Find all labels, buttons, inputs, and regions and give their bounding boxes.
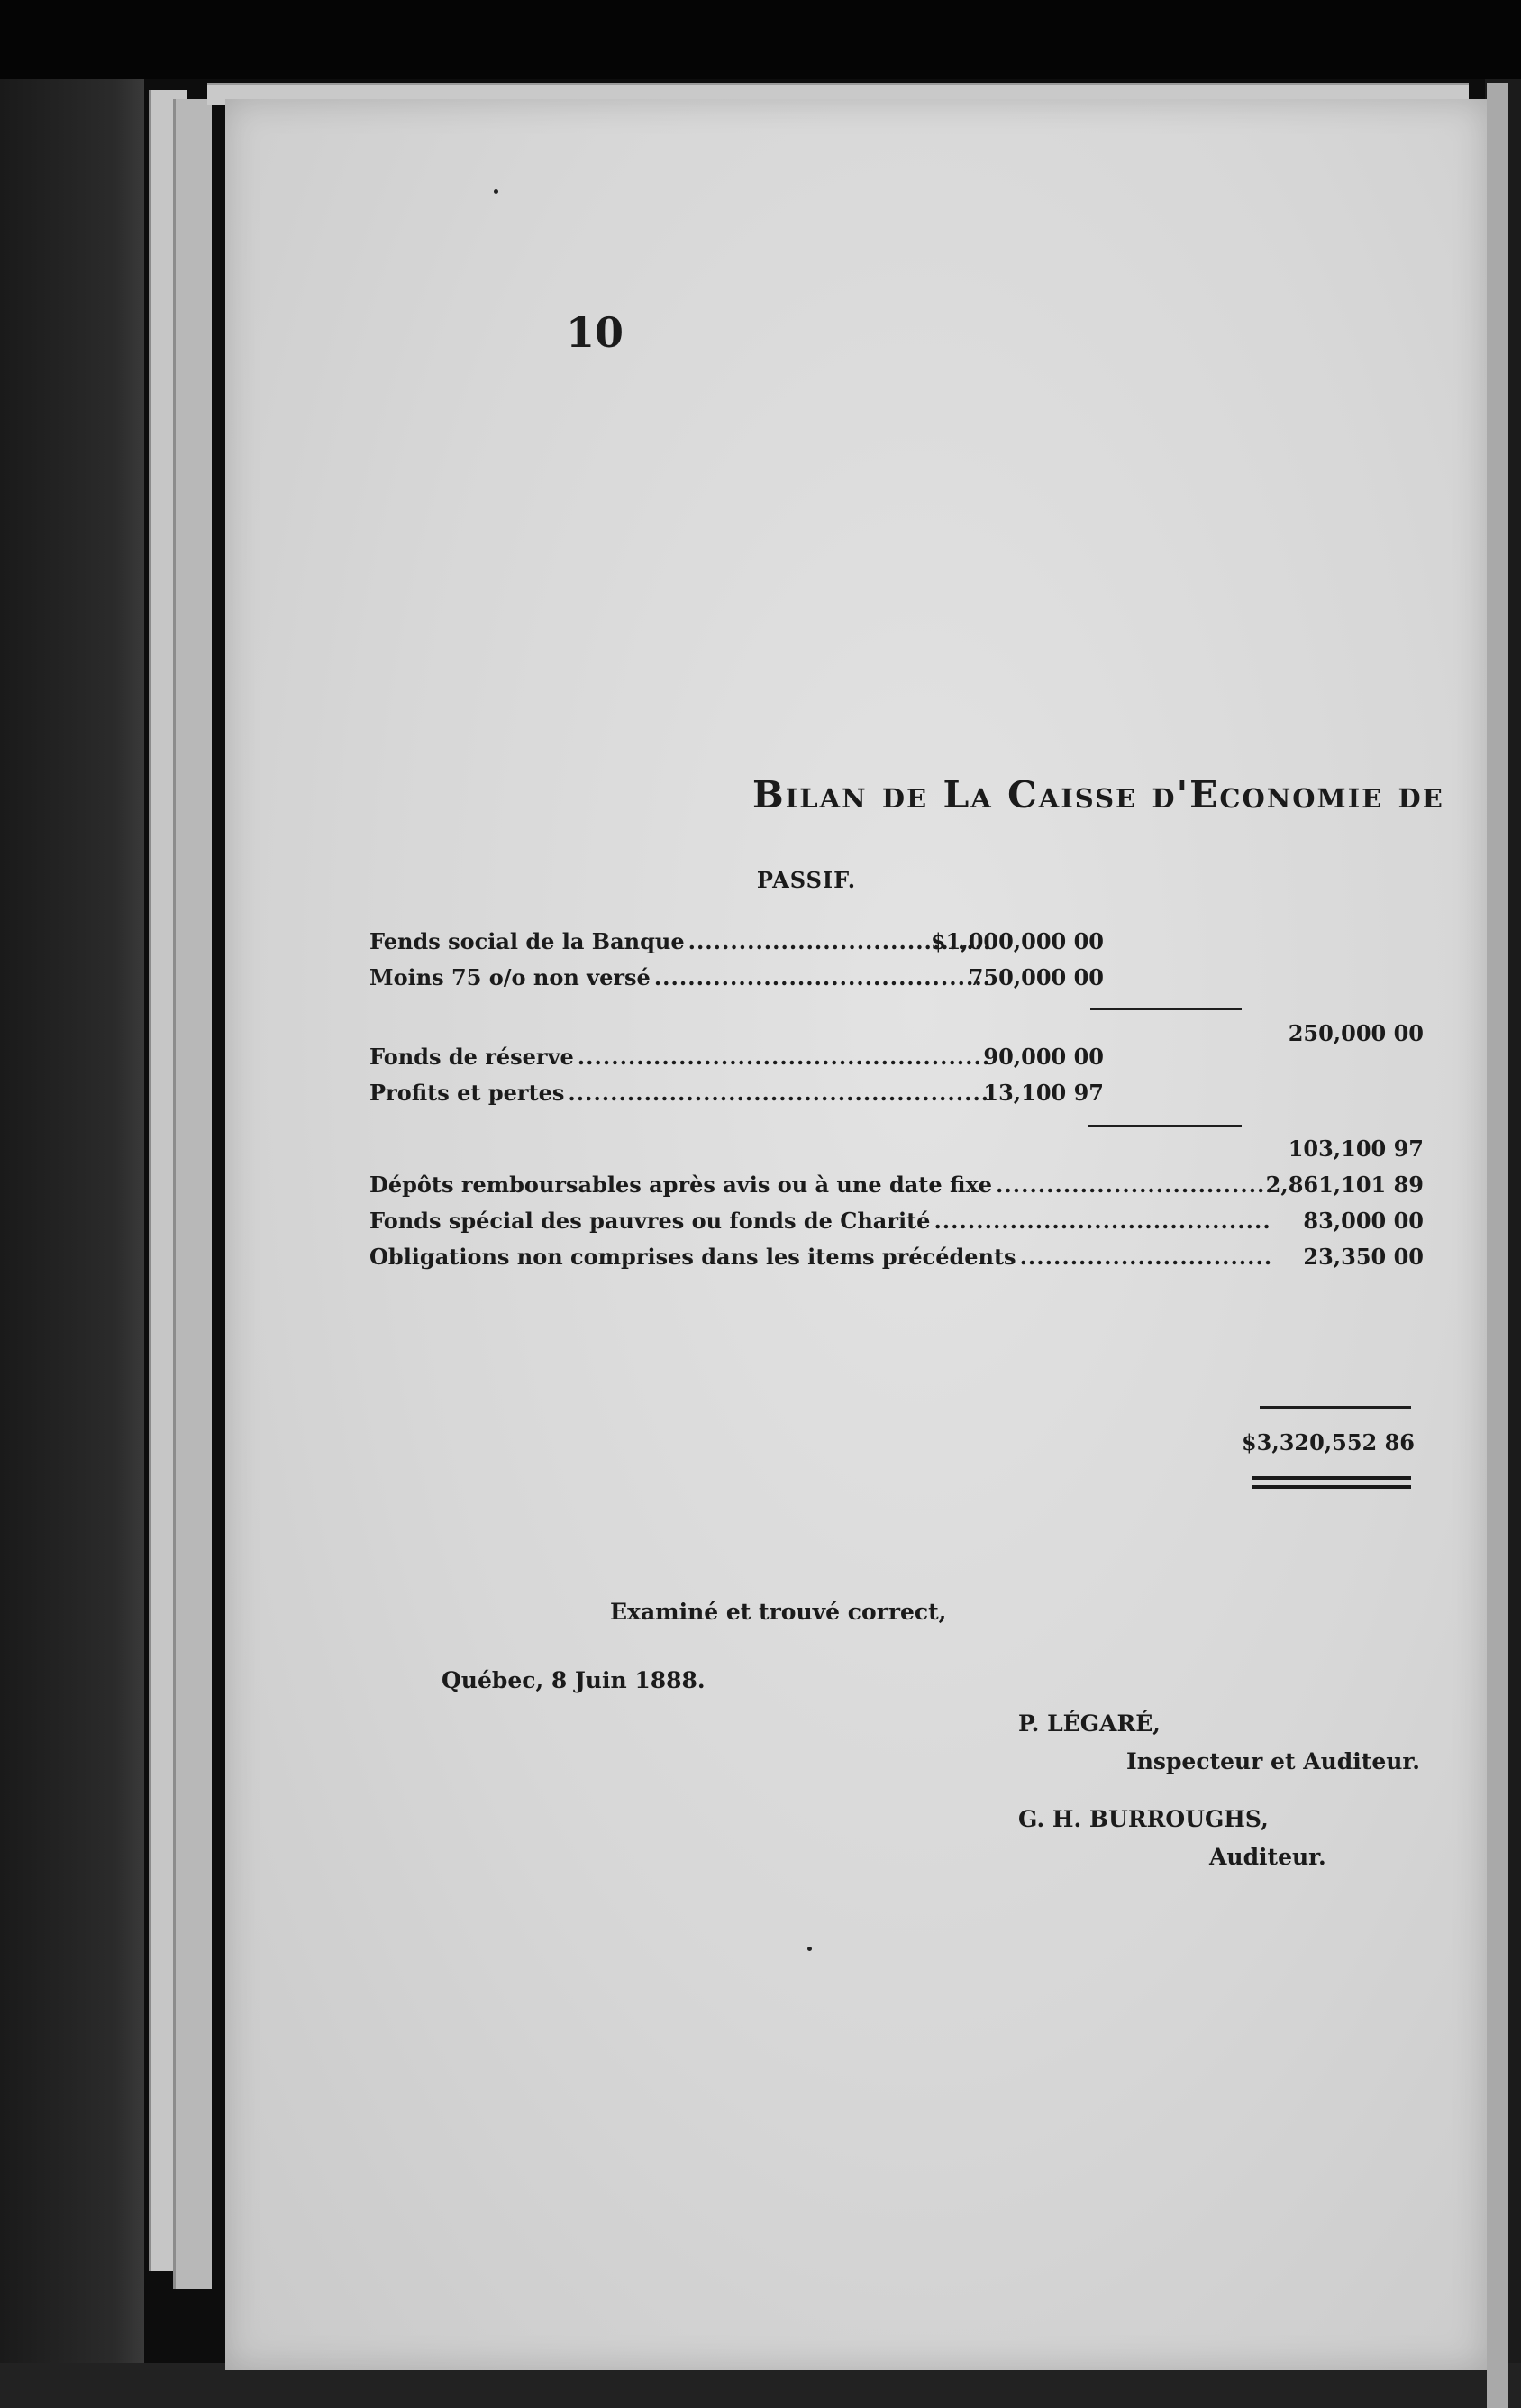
row-label: Obligations non comprises dans les items précédents ..... <box>369 1244 1271 1270</box>
ledger-row <box>369 1244 1424 1276</box>
examination-note: Examiné et trouvé correct, <box>610 1599 947 1625</box>
ledger-row <box>369 964 1424 997</box>
page-number: 10 <box>565 308 624 357</box>
row-label: Fends social de la Banque ..... <box>369 928 991 954</box>
ledger-row <box>369 1172 1424 1204</box>
row-label: Profits et pertes ..... <box>369 1080 991 1106</box>
row-label: Moins 75 o/o non versé ..... <box>369 964 991 990</box>
document-page <box>225 99 1487 2370</box>
title-word: Bilan <box>752 773 868 816</box>
grand-total-row <box>369 1429 1415 1462</box>
title-word: de <box>881 773 929 816</box>
row-total: 23,350 00 <box>1303 1244 1424 1270</box>
total-rule <box>1260 1406 1411 1409</box>
scan-top-border <box>0 0 1521 79</box>
signatory-name: G. H. BURROUGHS, <box>1018 1806 1269 1832</box>
scan-left-border <box>0 79 144 2408</box>
scan-speck <box>807 1947 812 1951</box>
subtotal-row <box>369 1136 1424 1168</box>
row-total: 83,000 00 <box>1303 1208 1424 1234</box>
double-rule-bottom <box>1252 1485 1411 1489</box>
row-label: Dépôts remboursables après avis ou à une date fixe ..... <box>369 1172 1271 1198</box>
signatory-name: P. LÉGARÉ, <box>1018 1710 1161 1737</box>
page-right-edge <box>1487 83 1508 2408</box>
ledger-row <box>369 1044 1424 1076</box>
row-amount: 13,100 97 <box>983 1080 1104 1106</box>
place-date: Québec, 8 Juin 1888. <box>442 1667 706 1693</box>
row-amount: 90,000 00 <box>983 1044 1104 1070</box>
subtotal-rule <box>1090 1008 1242 1010</box>
row-label: Fonds de réserve ..... <box>369 1044 991 1070</box>
row-amount: 750,000 00 <box>968 964 1104 990</box>
row-amount: $1,000,000 00 <box>930 928 1104 954</box>
signatory-role: Auditeur. <box>1209 1844 1326 1870</box>
page-stack-edge <box>173 99 212 2289</box>
scan-speck <box>494 189 498 194</box>
ledger-row <box>369 1208 1424 1240</box>
title-word: d'Economie <box>1152 773 1384 816</box>
document-title <box>752 773 1444 816</box>
subtotal-rule <box>1088 1125 1242 1127</box>
title-word: de <box>1398 773 1444 816</box>
title-word: Caisse <box>1007 773 1138 816</box>
double-rule-top <box>1252 1476 1411 1480</box>
section-heading: PASSIF. <box>756 867 857 893</box>
row-total: 2,861,101 89 <box>1265 1172 1424 1198</box>
row-total: 103,100 97 <box>1288 1136 1424 1162</box>
grand-total: $3,320,552 86 <box>1241 1429 1415 1455</box>
signatory-role: Inspecteur et Auditeur. <box>1126 1748 1420 1774</box>
row-total: 250,000 00 <box>1288 1020 1424 1046</box>
title-word: La <box>943 773 993 816</box>
ledger-row <box>369 928 1424 961</box>
ledger-row <box>369 1080 1424 1112</box>
row-label: Fonds spécial des pauvres ou fonds de Charité ..... <box>369 1208 1271 1234</box>
